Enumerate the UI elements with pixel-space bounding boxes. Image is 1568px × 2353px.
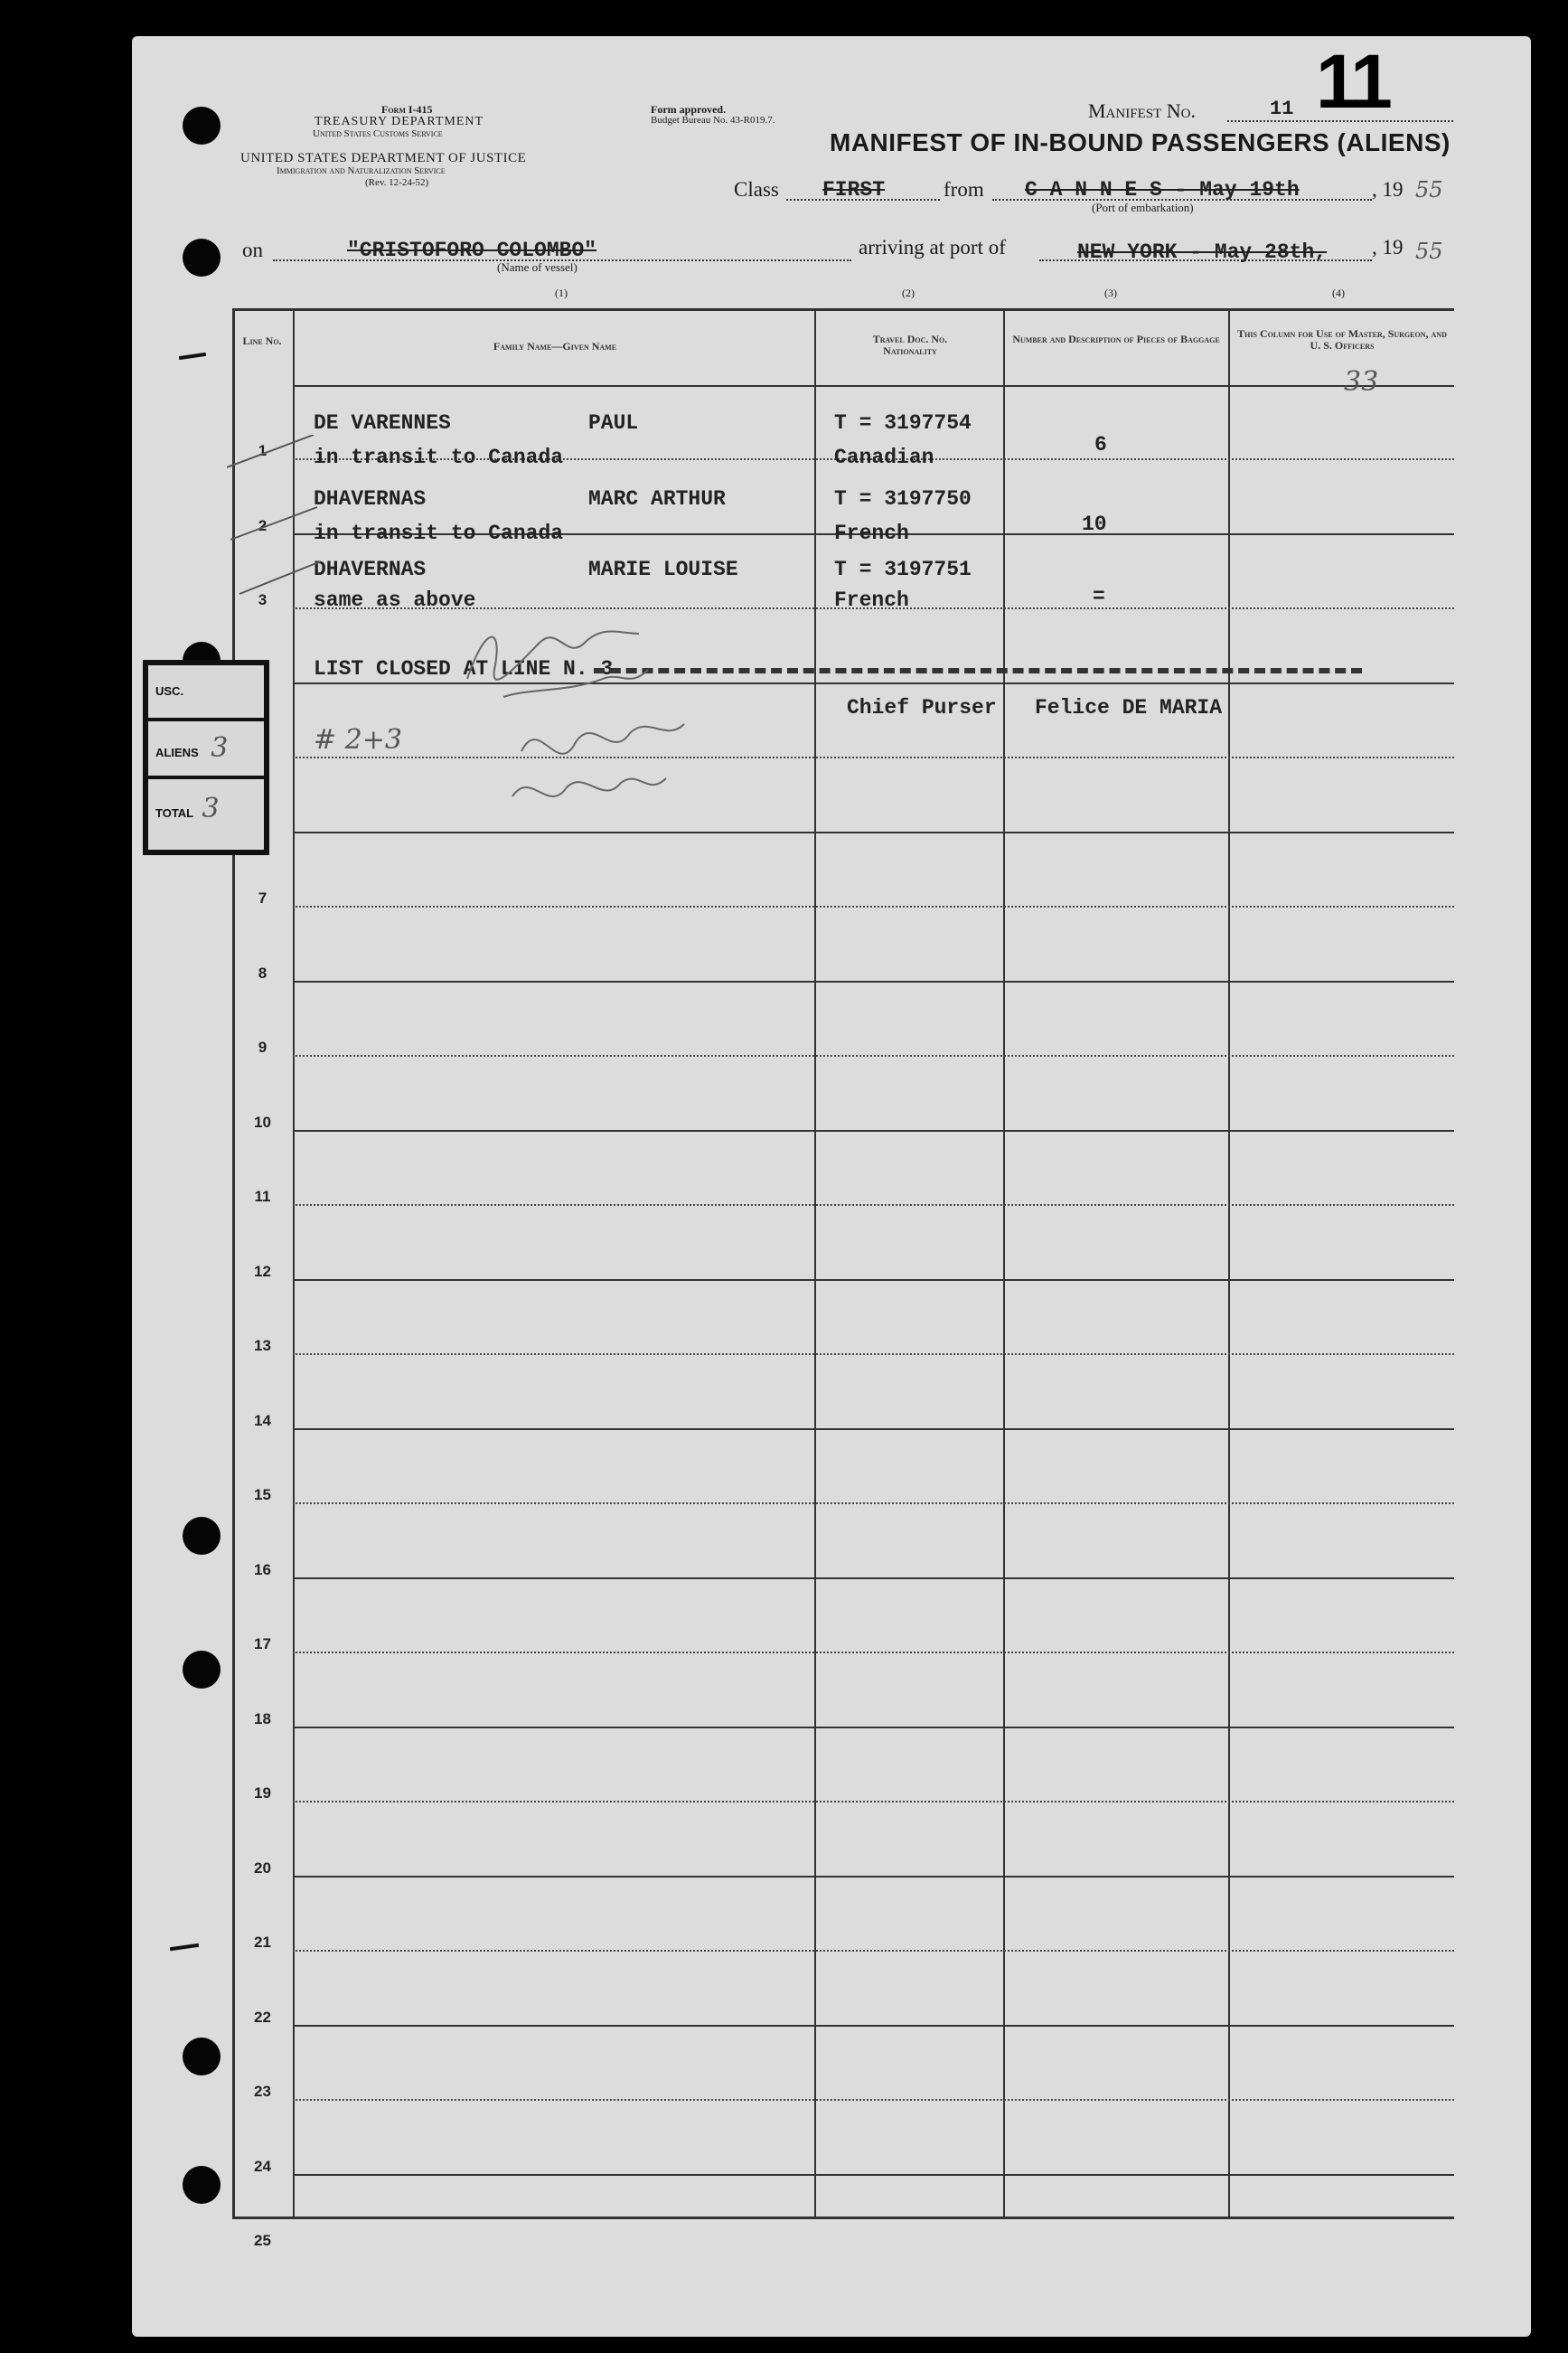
passenger-2-bags: 10 xyxy=(1082,513,1107,536)
line-number: 1 xyxy=(258,442,268,459)
manifest-stamp-number: 11 xyxy=(1316,39,1389,124)
row-rule xyxy=(293,2099,1454,2101)
column-number-4: (4) xyxy=(1332,287,1345,299)
passenger-3-nationality: French xyxy=(834,588,909,612)
page-title: MANIFEST OF IN-BOUND PASSENGERS (ALIENS) xyxy=(830,128,1451,156)
line-number: 24 xyxy=(254,2157,271,2175)
justice-dept: UNITED STATES DEPARTMENT OF JUSTICE xyxy=(240,151,527,165)
line-number: 2 xyxy=(258,516,268,534)
manifest-no-value: 11 xyxy=(1270,98,1294,120)
passenger-3-bags: = xyxy=(1093,585,1105,608)
line-number: 19 xyxy=(254,1784,271,1802)
tally-stamp xyxy=(143,660,269,855)
passenger-3-given: MARIE LOUISE xyxy=(588,558,738,581)
passenger-2-family: DHAVERNAS xyxy=(314,487,427,511)
manifest-no-label: Manifest No. xyxy=(1088,99,1196,122)
line-number: 16 xyxy=(254,1560,271,1578)
column-number-3: (3) xyxy=(1104,287,1117,299)
row-rule xyxy=(293,1204,1454,1206)
handwritten-tally: # 2+3 xyxy=(314,724,402,756)
row-rule xyxy=(293,1876,1454,1878)
year-prefix-2: , 19 xyxy=(1372,236,1404,259)
class-value: FIRST xyxy=(822,178,886,202)
col-header-travel-doc: Travel Doc. No. Nationality xyxy=(872,333,948,357)
passenger-1-nationality: Canadian xyxy=(834,446,934,469)
stamp-aliens: ALIENS 3 xyxy=(148,721,264,779)
punch-hole xyxy=(183,2038,221,2075)
row-rule xyxy=(293,1428,1454,1430)
passenger-2-note: in transit to Canada xyxy=(314,522,564,545)
line-number: 3 xyxy=(258,591,268,608)
from-label: from xyxy=(944,178,984,201)
class-label: Class xyxy=(734,178,779,201)
row-rule xyxy=(293,2174,1454,2176)
form-approved: Form approved. xyxy=(651,103,727,116)
on-label: on xyxy=(242,239,263,261)
line-number: 10 xyxy=(254,1113,271,1131)
line-number: 20 xyxy=(254,1859,271,1877)
punch-hole xyxy=(183,1651,221,1689)
passenger-1-family: DE VARENNES xyxy=(314,411,451,435)
row-rule xyxy=(293,1055,1454,1057)
ins-label: Immigration and Naturalization Service xyxy=(277,165,446,176)
passenger-1-doc: T = 3197754 xyxy=(834,411,972,435)
line-number: 23 xyxy=(254,2083,271,2100)
customs-service: United States Customs Service xyxy=(313,128,443,139)
line-number: 8 xyxy=(258,964,268,982)
budget-bureau: Budget Bureau No. 43-R019.7. xyxy=(651,115,775,126)
punch-hole xyxy=(183,239,221,277)
passenger-1-bags: 6 xyxy=(1094,433,1107,456)
line-number: 12 xyxy=(254,1262,271,1280)
col-header-officers: This Column for Use of Master, Surgeon, and U. S. Officers xyxy=(1237,327,1447,352)
checkmark-icon xyxy=(227,435,326,616)
row-rule xyxy=(293,1353,1454,1355)
vessel-name: "CRISTOFORO COLOMBO" xyxy=(347,239,597,262)
row-rule xyxy=(293,1652,1454,1653)
row-rule xyxy=(293,832,1454,833)
arriving-value: NEW YORK - May 28th, xyxy=(1077,240,1328,264)
passenger-3-note: same as above xyxy=(314,588,476,612)
chief-purser-label: Chief Purser xyxy=(847,696,997,720)
line-number: 18 xyxy=(254,1709,271,1727)
row-rule xyxy=(293,981,1454,983)
passenger-3-family: DHAVERNAS xyxy=(314,558,427,581)
passenger-3-doc: T = 3197751 xyxy=(834,558,972,581)
line-number: 15 xyxy=(254,1486,271,1503)
officer-signature xyxy=(449,607,775,824)
chief-purser-name: Felice DE MARIA xyxy=(1035,696,1223,720)
passenger-2-doc: T = 3197750 xyxy=(834,487,972,511)
punch-hole xyxy=(183,107,221,145)
port-embarkation-caption: (Port of embarkation) xyxy=(1092,201,1194,214)
col-header-line-no: Line No. xyxy=(242,334,282,347)
row-rule xyxy=(293,1577,1454,1579)
arriving-label: arriving at port of xyxy=(859,236,1006,259)
passenger-1-note: in transit to Canada xyxy=(314,446,564,469)
row-rule xyxy=(293,1801,1454,1802)
row-rule xyxy=(293,1727,1454,1728)
column-number-2: (2) xyxy=(902,287,915,299)
list-closed-text: LIST CLOSED AT LINE N. 3 xyxy=(314,657,614,681)
from-value: C A N N E S - May 19th xyxy=(1025,178,1300,202)
line-number: 22 xyxy=(254,2008,271,2026)
line-number: 14 xyxy=(254,1411,271,1429)
year-1: 55 xyxy=(1415,177,1443,202)
line-number: 9 xyxy=(258,1039,268,1056)
line-number: 17 xyxy=(254,1635,271,1652)
punch-hole xyxy=(183,2166,221,2204)
line-number: 21 xyxy=(254,1934,271,1951)
row-rule xyxy=(293,1130,1454,1132)
row-rule xyxy=(293,1279,1454,1281)
officers-note: 33 xyxy=(1344,366,1379,398)
vessel-caption: (Name of vessel) xyxy=(497,260,577,274)
col-header-name: Family Name—Given Name xyxy=(493,340,617,353)
row-rule xyxy=(293,1502,1454,1504)
line-number: 13 xyxy=(254,1337,271,1354)
passenger-1-given: PAUL xyxy=(588,411,639,435)
line-number: 11 xyxy=(254,1188,271,1205)
passenger-2-nationality: French xyxy=(834,522,909,545)
row-rule xyxy=(293,1950,1454,1952)
revision-date: (Rev. 12-24-52) xyxy=(365,177,429,188)
row-rule xyxy=(293,2025,1454,2027)
punch-hole xyxy=(183,1517,221,1555)
col-header-baggage: Number and Description of Pieces of Baggage xyxy=(1012,333,1220,345)
column-number-1: (1) xyxy=(555,287,568,299)
stamp-usc: USC. xyxy=(148,665,264,721)
year-2: 55 xyxy=(1415,239,1443,264)
row-rule xyxy=(293,906,1454,908)
passenger-table xyxy=(232,308,1454,2249)
form-number: Form I-415 xyxy=(381,103,433,116)
passenger-2-given: MARC ARTHUR xyxy=(588,487,726,511)
treasury-dept: TREASURY DEPARTMENT xyxy=(315,115,484,128)
line-number: 25 xyxy=(254,2232,271,2249)
line-number: 7 xyxy=(258,889,268,907)
year-prefix-1: , 19 xyxy=(1372,178,1404,201)
stamp-total: TOTAL 3 xyxy=(155,793,220,824)
